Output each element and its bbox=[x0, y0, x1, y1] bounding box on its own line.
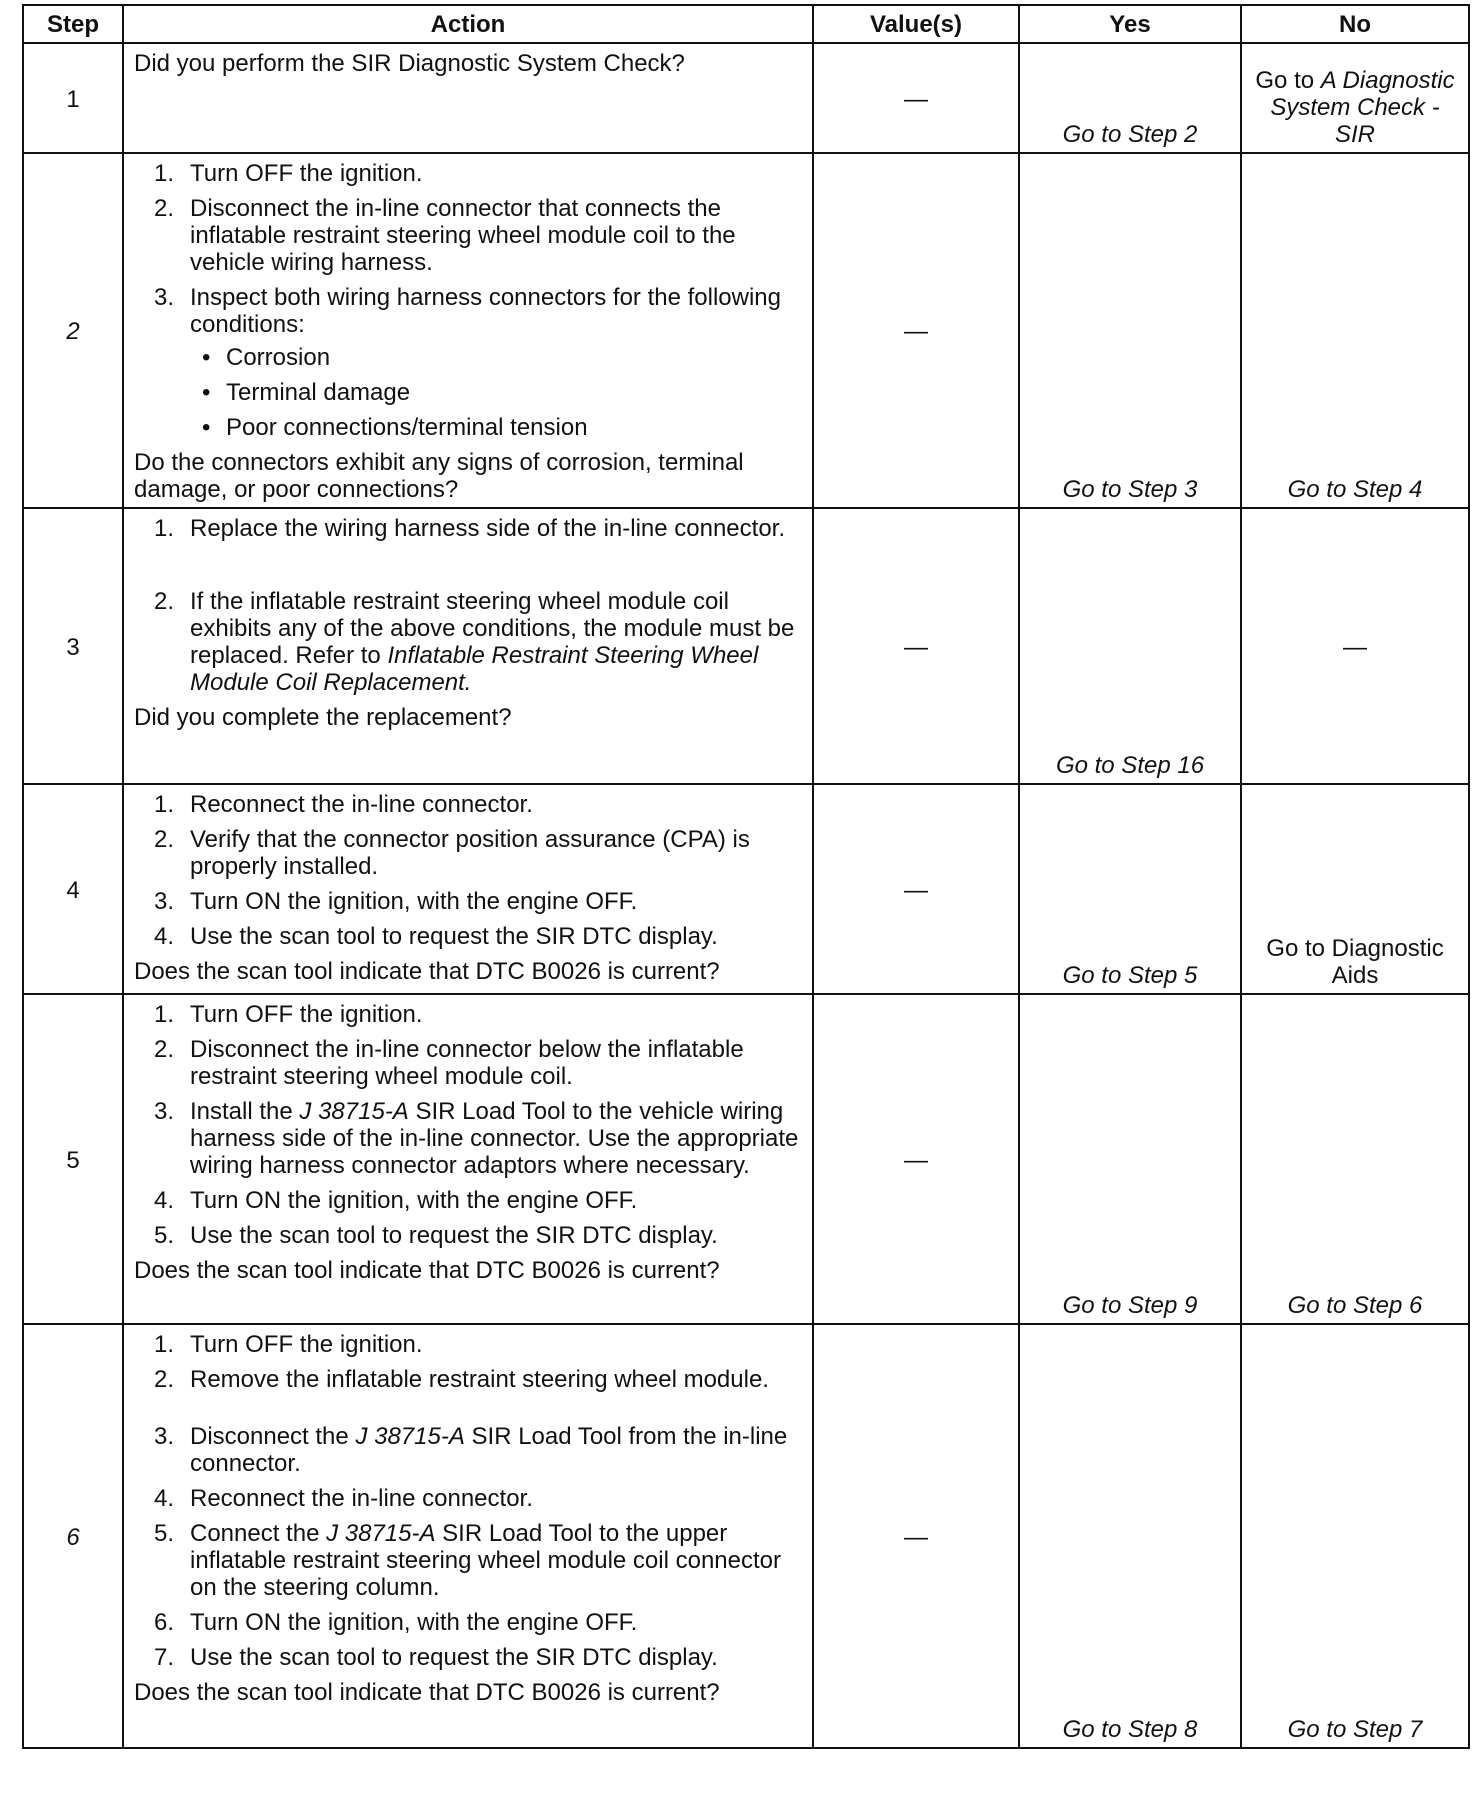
item-number: 1. bbox=[154, 1331, 175, 1358]
header-no: No bbox=[1241, 5, 1469, 43]
step-number: 1 bbox=[23, 43, 123, 153]
action-cell bbox=[123, 784, 813, 994]
no-link-prefix: Go to bbox=[1255, 67, 1315, 94]
item-number: 2. bbox=[154, 1366, 175, 1393]
bullet-item bbox=[190, 379, 802, 406]
list-item bbox=[134, 515, 802, 542]
bullet-icon: • bbox=[202, 344, 211, 371]
yes-link-text: Go to Step 3 bbox=[1062, 476, 1198, 503]
no-link-text: A Diagnostic System Check - SIR bbox=[1270, 67, 1455, 148]
spacer bbox=[134, 550, 802, 580]
bullet-text: Terminal damage bbox=[226, 379, 411, 406]
list-item bbox=[134, 1098, 802, 1179]
list-item bbox=[134, 1609, 802, 1636]
procedure-list bbox=[134, 1331, 802, 1671]
item-number: 2. bbox=[154, 195, 175, 222]
yes-link[interactable] bbox=[1019, 1324, 1241, 1748]
question-text: Does the scan tool indicate that DTC B0026 is current? bbox=[134, 958, 720, 985]
item-number: 1. bbox=[154, 1001, 175, 1028]
header-yes: Yes bbox=[1019, 5, 1241, 43]
value-cell: — bbox=[813, 1324, 1019, 1748]
item-number: 1. bbox=[154, 515, 175, 542]
yes-link-text: Go to Step 9 bbox=[1062, 1292, 1198, 1319]
item-text: Replace the wiring harness side of the in-line connector. bbox=[190, 515, 786, 542]
item-number: 3. bbox=[154, 1423, 175, 1450]
no-link[interactable] bbox=[1241, 1324, 1469, 1748]
item-text: Disconnect the in-line connector that connects the inflatable restraint steering wheel module coil to the vehicle wiring harness. bbox=[190, 195, 736, 276]
procedure-list bbox=[134, 160, 802, 441]
item-text: Install the bbox=[190, 1098, 293, 1125]
step-number: 5 bbox=[23, 994, 123, 1324]
no-link-text: Go to Diagnostic Aids bbox=[1266, 935, 1444, 989]
no-link-text: Go to Step 6 bbox=[1287, 1292, 1423, 1319]
yes-link-text: Go to Step 16 bbox=[1055, 752, 1205, 779]
item-number: 4. bbox=[154, 1187, 175, 1214]
item-number: 5. bbox=[154, 1520, 175, 1547]
item-number: 3. bbox=[154, 284, 175, 311]
spacer bbox=[134, 1401, 802, 1415]
procedure-list bbox=[134, 791, 802, 950]
question-text: Did you perform the SIR Diagnostic System Check? bbox=[134, 50, 685, 77]
item-text: Verify that the connector position assurance (CPA) is properly installed. bbox=[190, 826, 750, 880]
list-item bbox=[134, 1036, 802, 1090]
table-row-step-1 bbox=[23, 43, 1469, 153]
item-number: 2. bbox=[154, 588, 175, 615]
table-row-step-2 bbox=[23, 153, 1469, 508]
item-text: SIR Load Tool to the upper inflatable restraint steering wheel module coil connector on the steering column. bbox=[190, 1520, 781, 1601]
item-text: Turn ON the ignition, with the engine OFF. bbox=[190, 1187, 638, 1214]
item-number: 1. bbox=[154, 791, 175, 818]
item-text: Use the scan tool to request the SIR DTC display. bbox=[190, 1222, 718, 1249]
list-item bbox=[134, 888, 802, 915]
item-number: 4. bbox=[154, 923, 175, 950]
no-link[interactable] bbox=[1241, 784, 1469, 994]
diagnostic-table bbox=[22, 4, 1470, 1749]
action-cell bbox=[123, 1324, 813, 1748]
item-text: Turn OFF the ignition. bbox=[190, 1331, 423, 1358]
value-cell: — bbox=[813, 508, 1019, 784]
list-item bbox=[134, 1187, 802, 1214]
item-text: Connect the bbox=[190, 1520, 320, 1547]
item-text: Disconnect the in-line connector below the inflatable restraint steering wheel module coil. bbox=[190, 1036, 744, 1090]
item-text: Turn ON the ignition, with the engine OFF. bbox=[190, 888, 638, 915]
item-text: Remove the inflatable restraint steering wheel module. bbox=[190, 1366, 769, 1393]
list-item bbox=[134, 160, 802, 187]
item-number: 3. bbox=[154, 1098, 175, 1125]
item-number: 1. bbox=[154, 160, 175, 187]
action-cell bbox=[123, 994, 813, 1324]
no-link-text: Go to Step 7 bbox=[1287, 1716, 1423, 1743]
tool-name: J 38715-A bbox=[299, 1098, 409, 1125]
item-text: Reconnect the in-line connector. bbox=[190, 791, 533, 818]
list-item bbox=[134, 195, 802, 276]
question-text: Does the scan tool indicate that DTC B0026 is current? bbox=[134, 1257, 720, 1284]
item-number: 2. bbox=[154, 826, 175, 853]
action-cell bbox=[123, 43, 813, 153]
table-row-step-4 bbox=[23, 784, 1469, 994]
header-action: Action bbox=[123, 5, 813, 43]
list-item bbox=[134, 1331, 802, 1358]
procedure-list bbox=[134, 515, 802, 696]
item-text: SIR Load Tool to the vehicle wiring harness side of the in-line connector. Use the appropriate wiring harness connector adaptors where necessary. bbox=[190, 1098, 799, 1179]
yes-link[interactable] bbox=[1019, 43, 1241, 153]
tool-name: J 38715-A bbox=[355, 1423, 465, 1450]
step-number: 2 bbox=[23, 153, 123, 508]
item-text: Disconnect the bbox=[190, 1423, 349, 1450]
yes-link[interactable] bbox=[1019, 508, 1241, 784]
bullet-item bbox=[190, 414, 802, 441]
list-item bbox=[134, 826, 802, 880]
value-cell: — bbox=[813, 43, 1019, 153]
no-link[interactable] bbox=[1241, 43, 1469, 153]
list-item bbox=[134, 588, 802, 696]
list-item bbox=[134, 1001, 802, 1028]
step-number: 4 bbox=[23, 784, 123, 994]
procedure-list bbox=[134, 1001, 802, 1249]
item-text: Use the scan tool to request the SIR DTC display. bbox=[190, 923, 718, 950]
yes-link[interactable] bbox=[1019, 784, 1241, 994]
item-text: If the inflatable restraint steering wheel module coil exhibits any of the above conditions, the module must be replaced. Refer to bbox=[190, 588, 795, 669]
bullet-icon: • bbox=[202, 379, 211, 406]
action-cell bbox=[123, 508, 813, 784]
list-item bbox=[134, 1423, 802, 1477]
yes-link[interactable] bbox=[1019, 994, 1241, 1324]
item-number: 5. bbox=[154, 1222, 175, 1249]
bullet-item bbox=[190, 344, 802, 371]
no-value: — bbox=[1241, 508, 1469, 784]
bullet-text: Corrosion bbox=[226, 344, 331, 371]
tool-name: J 38715-A bbox=[326, 1520, 436, 1547]
question-text: Do the connectors exhibit any signs of corrosion, terminal damage, or poor connections? bbox=[134, 449, 744, 503]
list-item bbox=[134, 1366, 802, 1393]
table-row-step-3 bbox=[23, 508, 1469, 784]
item-text: Turn OFF the ignition. bbox=[190, 1001, 423, 1028]
list-item bbox=[134, 791, 802, 818]
value-cell: — bbox=[813, 784, 1019, 994]
no-link[interactable] bbox=[1241, 153, 1469, 508]
item-text: Use the scan tool to request the SIR DTC display. bbox=[190, 1644, 718, 1671]
yes-link[interactable] bbox=[1019, 153, 1241, 508]
item-number: 7. bbox=[154, 1644, 175, 1671]
bullet-icon: • bbox=[202, 414, 211, 441]
item-text: Turn ON the ignition, with the engine OFF. bbox=[190, 1609, 638, 1636]
no-link-text: Go to Step 4 bbox=[1287, 476, 1423, 503]
value-cell: — bbox=[813, 994, 1019, 1324]
item-number: 6. bbox=[154, 1609, 175, 1636]
list-item bbox=[134, 1222, 802, 1249]
no-link[interactable] bbox=[1241, 994, 1469, 1324]
list-item bbox=[134, 1644, 802, 1671]
bullet-text: Poor connections/terminal tension bbox=[226, 414, 588, 441]
question-text: Did you complete the replacement? bbox=[134, 704, 512, 731]
condition-list bbox=[190, 344, 802, 441]
yes-link-text: Go to Step 2 bbox=[1062, 121, 1198, 148]
yes-link-text: Go to Step 8 bbox=[1062, 1716, 1198, 1743]
item-number: 2. bbox=[154, 1036, 175, 1063]
item-text: Turn OFF the ignition. bbox=[190, 160, 423, 187]
table-row-step-5 bbox=[23, 994, 1469, 1324]
value-cell: — bbox=[813, 153, 1019, 508]
header-step: Step bbox=[23, 5, 123, 43]
list-item bbox=[134, 923, 802, 950]
header-value: Value(s) bbox=[813, 5, 1019, 43]
list-item bbox=[134, 1520, 802, 1601]
header-row bbox=[23, 5, 1469, 43]
yes-link-text: Go to Step 5 bbox=[1062, 962, 1198, 989]
item-number: 4. bbox=[154, 1485, 175, 1512]
table-row-step-6 bbox=[23, 1324, 1469, 1748]
step-number: 6 bbox=[23, 1324, 123, 1748]
list-item bbox=[134, 284, 802, 441]
item-text: Reconnect the in-line connector. bbox=[190, 1485, 533, 1512]
action-cell bbox=[123, 153, 813, 508]
question-text: Does the scan tool indicate that DTC B0026 is current? bbox=[134, 1679, 720, 1706]
reference-link[interactable]: Inflatable Restraint Steering Wheel Module Coil Replacement. bbox=[190, 642, 759, 696]
step-number: 3 bbox=[23, 508, 123, 784]
item-text: Inspect both wiring harness connectors for the following conditions: bbox=[190, 284, 781, 338]
item-text: SIR Load Tool from the in-line connector. bbox=[190, 1423, 788, 1477]
item-number: 3. bbox=[154, 888, 175, 915]
list-item bbox=[134, 1485, 802, 1512]
